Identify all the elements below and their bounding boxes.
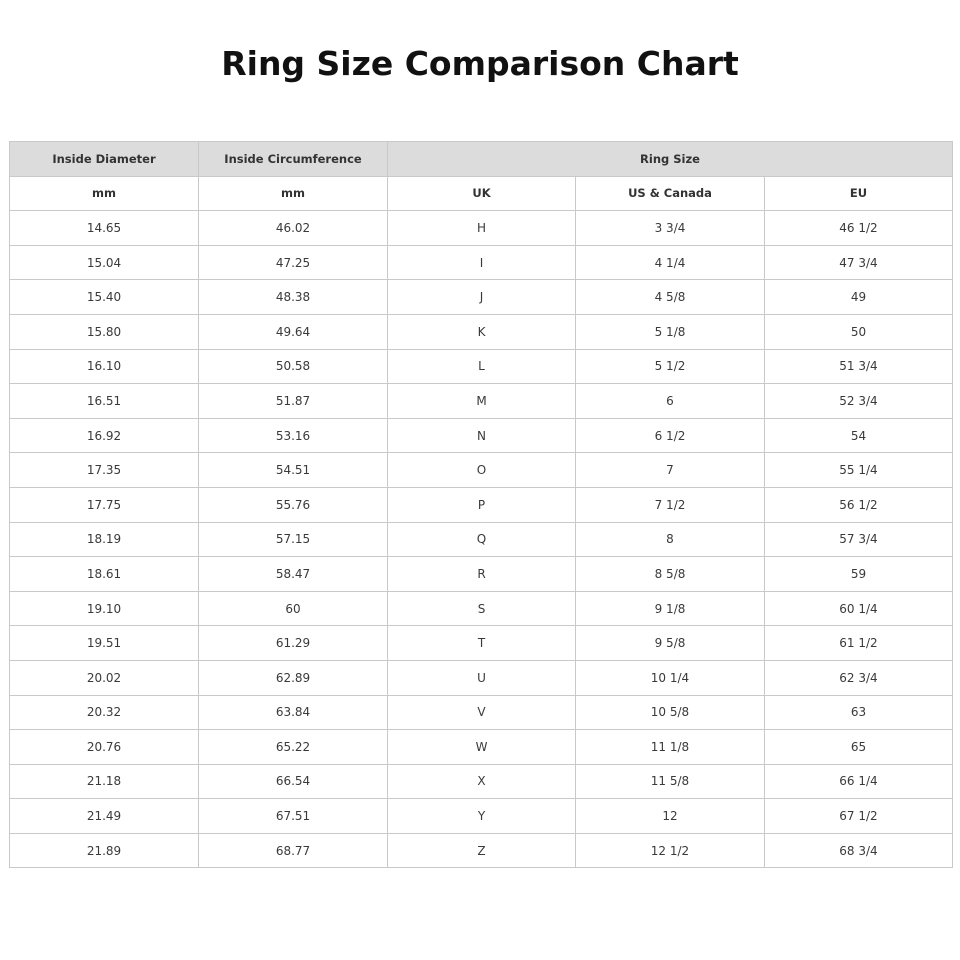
cell-inside-diameter: 17.35 <box>10 453 199 488</box>
cell-inside-circumference: 51.87 <box>199 384 388 419</box>
cell-inside-circumference: 60 <box>199 591 388 626</box>
cell-inside-diameter: 20.76 <box>10 730 199 765</box>
table-row <box>10 626 953 661</box>
cell-eu-size: 66 1/4 <box>765 764 953 799</box>
table-row <box>10 764 953 799</box>
table-row <box>10 522 953 557</box>
cell-inside-circumference: 55.76 <box>199 487 388 522</box>
cell-us-canada-size: 4 5/8 <box>576 280 765 315</box>
cell-inside-circumference: 50.58 <box>199 349 388 384</box>
table-row <box>10 660 953 695</box>
cell-inside-circumference: 54.51 <box>199 453 388 488</box>
cell-inside-diameter: 17.75 <box>10 487 199 522</box>
cell-uk-size: W <box>388 730 576 765</box>
table-row <box>10 349 953 384</box>
cell-inside-circumference: 66.54 <box>199 764 388 799</box>
cell-inside-circumference: 68.77 <box>199 833 388 868</box>
cell-eu-size: 67 1/2 <box>765 799 953 834</box>
cell-inside-diameter: 21.18 <box>10 764 199 799</box>
cell-uk-size: I <box>388 245 576 280</box>
table-row <box>10 453 953 488</box>
cell-eu-size: 59 <box>765 557 953 592</box>
cell-uk-size: K <box>388 314 576 349</box>
cell-eu-size: 56 1/2 <box>765 487 953 522</box>
table-row <box>10 730 953 765</box>
cell-inside-diameter: 18.19 <box>10 522 199 557</box>
cell-uk-size: J <box>388 280 576 315</box>
cell-eu-size: 54 <box>765 418 953 453</box>
subheader-eu: EU <box>765 176 953 211</box>
table-row <box>10 280 953 315</box>
cell-inside-diameter: 15.04 <box>10 245 199 280</box>
cell-us-canada-size: 5 1/8 <box>576 314 765 349</box>
cell-us-canada-size: 12 <box>576 799 765 834</box>
cell-inside-diameter: 15.40 <box>10 280 199 315</box>
table-row <box>10 314 953 349</box>
table-row <box>10 557 953 592</box>
cell-inside-diameter: 16.92 <box>10 418 199 453</box>
cell-eu-size: 60 1/4 <box>765 591 953 626</box>
cell-uk-size: L <box>388 349 576 384</box>
cell-eu-size: 65 <box>765 730 953 765</box>
cell-uk-size: S <box>388 591 576 626</box>
table-row <box>10 211 953 246</box>
cell-uk-size: Q <box>388 522 576 557</box>
table-row <box>10 245 953 280</box>
cell-us-canada-size: 10 1/4 <box>576 660 765 695</box>
cell-inside-diameter: 19.10 <box>10 591 199 626</box>
cell-eu-size: 55 1/4 <box>765 453 953 488</box>
subheader-circumference-unit: mm <box>199 176 388 211</box>
cell-inside-circumference: 48.38 <box>199 280 388 315</box>
header-inside-circumference: Inside Circumference <box>199 142 388 177</box>
cell-us-canada-size: 8 5/8 <box>576 557 765 592</box>
cell-us-canada-size: 10 5/8 <box>576 695 765 730</box>
header-inside-diameter: Inside Diameter <box>10 142 199 177</box>
cell-uk-size: R <box>388 557 576 592</box>
cell-eu-size: 61 1/2 <box>765 626 953 661</box>
cell-inside-diameter: 21.49 <box>10 799 199 834</box>
cell-inside-diameter: 20.02 <box>10 660 199 695</box>
subheader-diameter-unit: mm <box>10 176 199 211</box>
cell-us-canada-size: 7 <box>576 453 765 488</box>
cell-us-canada-size: 7 1/2 <box>576 487 765 522</box>
cell-inside-circumference: 47.25 <box>199 245 388 280</box>
cell-uk-size: V <box>388 695 576 730</box>
cell-eu-size: 63 <box>765 695 953 730</box>
cell-us-canada-size: 6 1/2 <box>576 418 765 453</box>
cell-us-canada-size: 12 1/2 <box>576 833 765 868</box>
table-row <box>10 799 953 834</box>
cell-inside-diameter: 15.80 <box>10 314 199 349</box>
page-title: Ring Size Comparison Chart <box>221 44 739 83</box>
cell-us-canada-size: 9 1/8 <box>576 591 765 626</box>
cell-uk-size: M <box>388 384 576 419</box>
cell-us-canada-size: 11 1/8 <box>576 730 765 765</box>
cell-inside-diameter: 18.61 <box>10 557 199 592</box>
cell-inside-circumference: 46.02 <box>199 211 388 246</box>
table-row <box>10 833 953 868</box>
cell-inside-circumference: 53.16 <box>199 418 388 453</box>
table-row <box>10 695 953 730</box>
cell-inside-diameter: 19.51 <box>10 626 199 661</box>
cell-inside-diameter: 16.51 <box>10 384 199 419</box>
cell-eu-size: 51 3/4 <box>765 349 953 384</box>
cell-inside-diameter: 16.10 <box>10 349 199 384</box>
cell-inside-circumference: 61.29 <box>199 626 388 661</box>
cell-uk-size: N <box>388 418 576 453</box>
subheader-us-canada: US & Canada <box>576 176 765 211</box>
header-ring-size: Ring Size <box>388 142 953 177</box>
cell-inside-circumference: 63.84 <box>199 695 388 730</box>
cell-inside-circumference: 49.64 <box>199 314 388 349</box>
ring-size-table <box>9 141 953 868</box>
table-body <box>10 211 953 868</box>
cell-inside-circumference: 57.15 <box>199 522 388 557</box>
cell-inside-circumference: 58.47 <box>199 557 388 592</box>
cell-us-canada-size: 5 1/2 <box>576 349 765 384</box>
cell-uk-size: T <box>388 626 576 661</box>
cell-inside-circumference: 67.51 <box>199 799 388 834</box>
cell-eu-size: 49 <box>765 280 953 315</box>
subheader-uk: UK <box>388 176 576 211</box>
cell-us-canada-size: 9 5/8 <box>576 626 765 661</box>
table-row <box>10 384 953 419</box>
cell-us-canada-size: 4 1/4 <box>576 245 765 280</box>
cell-eu-size: 68 3/4 <box>765 833 953 868</box>
cell-eu-size: 52 3/4 <box>765 384 953 419</box>
table-row <box>10 487 953 522</box>
cell-us-canada-size: 11 5/8 <box>576 764 765 799</box>
cell-uk-size: Y <box>388 799 576 834</box>
table-unit-header-row <box>10 176 953 211</box>
table-row <box>10 591 953 626</box>
cell-inside-diameter: 21.89 <box>10 833 199 868</box>
cell-eu-size: 46 1/2 <box>765 211 953 246</box>
table-group-header-row <box>10 142 953 177</box>
cell-us-canada-size: 8 <box>576 522 765 557</box>
cell-uk-size: Z <box>388 833 576 868</box>
cell-eu-size: 57 3/4 <box>765 522 953 557</box>
cell-inside-circumference: 65.22 <box>199 730 388 765</box>
cell-uk-size: X <box>388 764 576 799</box>
cell-uk-size: O <box>388 453 576 488</box>
cell-us-canada-size: 6 <box>576 384 765 419</box>
cell-inside-circumference: 62.89 <box>199 660 388 695</box>
cell-inside-diameter: 14.65 <box>10 211 199 246</box>
cell-inside-diameter: 20.32 <box>10 695 199 730</box>
cell-us-canada-size: 3 3/4 <box>576 211 765 246</box>
cell-eu-size: 62 3/4 <box>765 660 953 695</box>
table-row <box>10 418 953 453</box>
cell-uk-size: P <box>388 487 576 522</box>
cell-uk-size: U <box>388 660 576 695</box>
cell-eu-size: 50 <box>765 314 953 349</box>
cell-eu-size: 47 3/4 <box>765 245 953 280</box>
cell-uk-size: H <box>388 211 576 246</box>
